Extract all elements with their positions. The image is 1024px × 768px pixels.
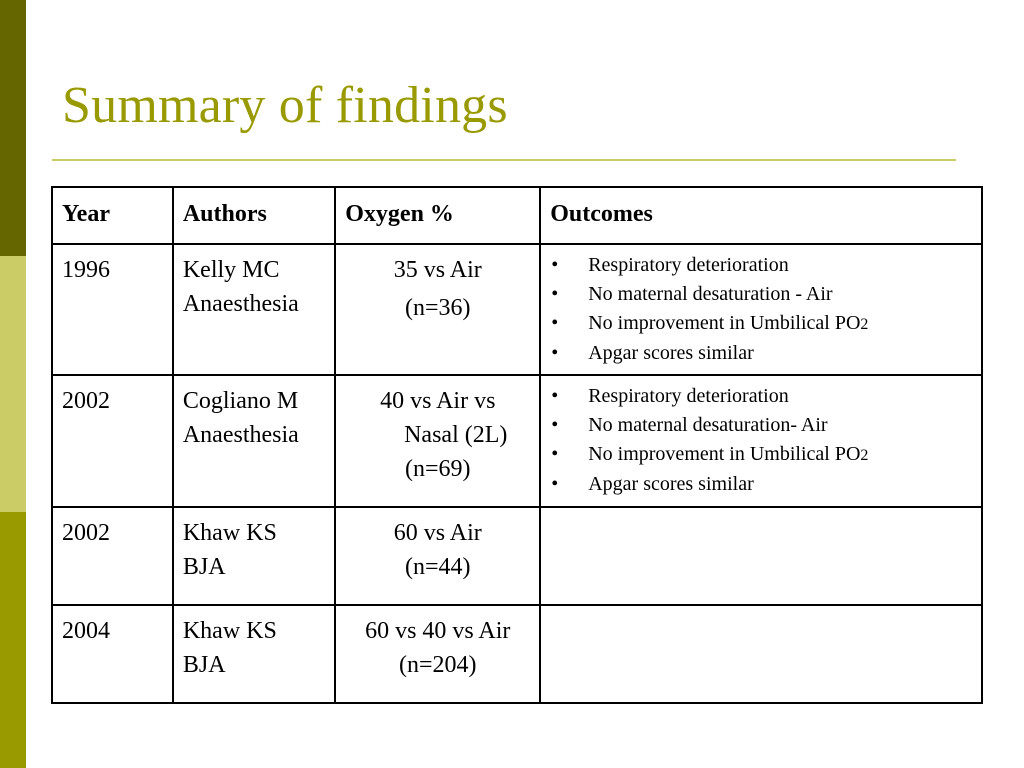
cell-year: 2002	[52, 507, 173, 605]
accent-bar-top	[0, 0, 26, 256]
list-item: • Apgar scores similar	[550, 470, 972, 499]
list-item: • Respiratory deterioration	[550, 382, 972, 411]
accent-bar-bottom	[0, 512, 26, 768]
subscript-2: 2	[860, 447, 869, 464]
header-year: Year	[52, 187, 173, 244]
oxygen-sample-size: (n=204)	[398, 652, 477, 678]
bullet-icon: •	[551, 414, 559, 436]
oxygen-comparison: 40 vs Air vs	[380, 388, 496, 414]
cell-oxygen	[335, 375, 540, 507]
list-item: • Respiratory deterioration	[550, 251, 972, 280]
author-journal: Anaesthesia	[182, 422, 299, 448]
header-authors: Authors	[173, 187, 335, 244]
list-item: • No maternal desaturation- Air	[550, 411, 972, 440]
cell-oxygen	[335, 244, 540, 375]
cell-oxygen	[335, 507, 540, 605]
bullet-icon: •	[551, 473, 559, 495]
table-row	[52, 507, 982, 605]
oxygen-comparison: 35 vs Air	[393, 257, 482, 283]
slide-title: Summary of findings	[62, 77, 508, 134]
cell-year: 1996	[52, 244, 173, 375]
author-journal: BJA	[182, 652, 226, 678]
list-item: • Apgar scores similar	[550, 339, 972, 368]
bullet-icon: •	[551, 385, 559, 407]
oxygen-sample-size: (n=36)	[404, 295, 471, 321]
list-item: • No maternal desaturation - Air	[550, 280, 972, 309]
header-oxygen: Oxygen %	[335, 187, 540, 244]
table-row	[52, 375, 982, 507]
oxygen-sample-size: (n=69)	[404, 456, 471, 482]
oxygen-comparison: 60 vs 40 vs Air	[365, 618, 511, 644]
cell-authors	[173, 244, 335, 375]
bullet-icon: •	[551, 283, 559, 305]
cell-outcomes	[540, 375, 982, 507]
table-row	[52, 244, 982, 375]
bullet-icon: •	[551, 342, 559, 364]
oxygen-comparison-cont: Nasal (2L)	[404, 422, 508, 448]
author-name: Cogliano M	[182, 388, 299, 414]
findings-table	[51, 186, 983, 704]
oxygen-comparison: 60 vs Air	[393, 520, 482, 546]
cell-outcomes	[540, 605, 982, 703]
author-name: Kelly MC	[182, 257, 280, 283]
outcomes-list	[550, 382, 972, 499]
title-underline	[52, 159, 956, 161]
table-row	[52, 605, 982, 703]
oxygen-sample-size: (n=44)	[404, 554, 471, 580]
cell-year: 2002	[52, 375, 173, 507]
subscript-2: 2	[860, 316, 869, 333]
cell-authors	[173, 507, 335, 605]
author-name: Khaw KS	[182, 520, 277, 546]
outcomes-list	[550, 251, 972, 368]
cell-oxygen	[335, 605, 540, 703]
cell-authors	[173, 605, 335, 703]
list-item: • No improvement in Umbilical PO2	[550, 309, 972, 339]
bullet-icon: •	[551, 443, 559, 465]
header-outcomes: Outcomes	[540, 187, 982, 244]
table-header-row	[52, 187, 982, 244]
bullet-icon: •	[551, 312, 559, 334]
bullet-icon: •	[551, 254, 559, 276]
cell-outcomes	[540, 244, 982, 375]
cell-authors	[173, 375, 335, 507]
cell-year: 2004	[52, 605, 173, 703]
accent-bar-middle	[0, 256, 26, 512]
list-item: • No improvement in Umbilical PO2	[550, 440, 972, 470]
author-journal: BJA	[182, 554, 226, 580]
author-journal: Anaesthesia	[182, 291, 299, 317]
author-name: Khaw KS	[182, 618, 277, 644]
cell-outcomes	[540, 507, 982, 605]
